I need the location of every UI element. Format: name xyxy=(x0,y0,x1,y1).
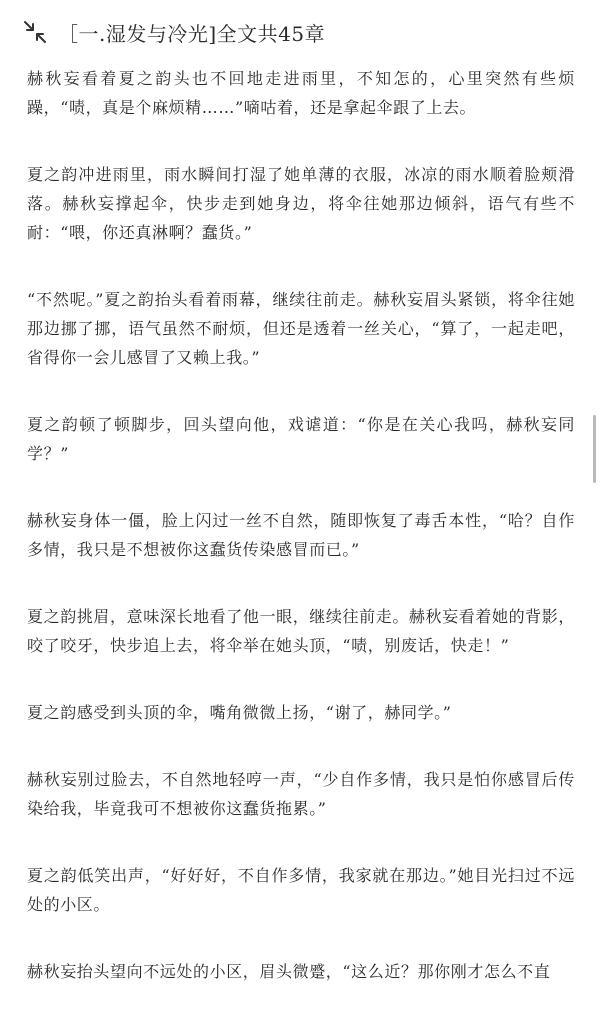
paragraph: 赫秋妄身体一僵，脸上闪过一丝不自然，随即恢复了毒舌本性，“哈？自作多情，我只是不想被你这蠢货传染感冒而已。” xyxy=(27,511,575,559)
paragraph: 夏之韵挑眉，意味深长地看了他一眼，继续往前走。赫秋妄看着她的背影，咬了咬牙，快步追上去，将伞举在她头顶，“啧，别废话，快走！” xyxy=(27,607,575,655)
chapter-header xyxy=(22,12,325,52)
paragraph: 夏之韵顿了顿脚步，回头望向他，戏谑道：“你是在关心我吗，赫秋妄同学？” xyxy=(27,415,575,463)
paragraph: 夏之韵低笑出声，“好好好，不自作多情，我家就在那边。”她目光扫过不远处的小区。 xyxy=(27,866,575,914)
chapter-title: ［一.湿发与冷光]全文共45章 xyxy=(58,21,326,46)
collapse-arrows-icon[interactable] xyxy=(22,19,48,45)
paragraph: 夏之韵感受到头顶的伞，嘴角微微上扬，“谢了，赫同学。” xyxy=(27,703,452,722)
paragraph: 赫秋妄抬头望向不远处的小区，眉头微蹙，“这么近？那你刚才怎么不直 xyxy=(27,962,551,981)
paragraph: 夏之韵冲进雨里，雨水瞬间打湿了她单薄的衣服，冰凉的雨水顺着脸颊滑落。赫秋妄撑起伞，快步走到她身边，将伞往她那边倾斜，语气有些不耐：“喂，你还真淋啊？蠢货。” xyxy=(27,165,575,242)
paragraph: 赫秋妄看着夏之韵头也不回地走进雨里，不知怎的，心里突然有些烦躁，“啧，真是个麻烦精……”嘀咕着，还是拿起伞跟了上去。 xyxy=(27,69,575,117)
chapter-body xyxy=(27,64,575,1024)
paragraph: “不然呢。”夏之韵抬头看着雨幕，继续往前走。赫秋妄眉头紧锁，将伞往她那边挪了挪，语气虽然不耐烦，但还是透着一丝关心，“算了，一起走吧，省得你一会儿感冒了又赖上我。” xyxy=(27,290,575,367)
paragraph: 赫秋妄别过脸去，不自然地轻哼一声，“少自作多情，我只是怕你感冒后传染给我，毕竟我可不想被你这蠢货拖累。” xyxy=(27,770,575,818)
scrollbar-thumb[interactable] xyxy=(593,415,596,483)
